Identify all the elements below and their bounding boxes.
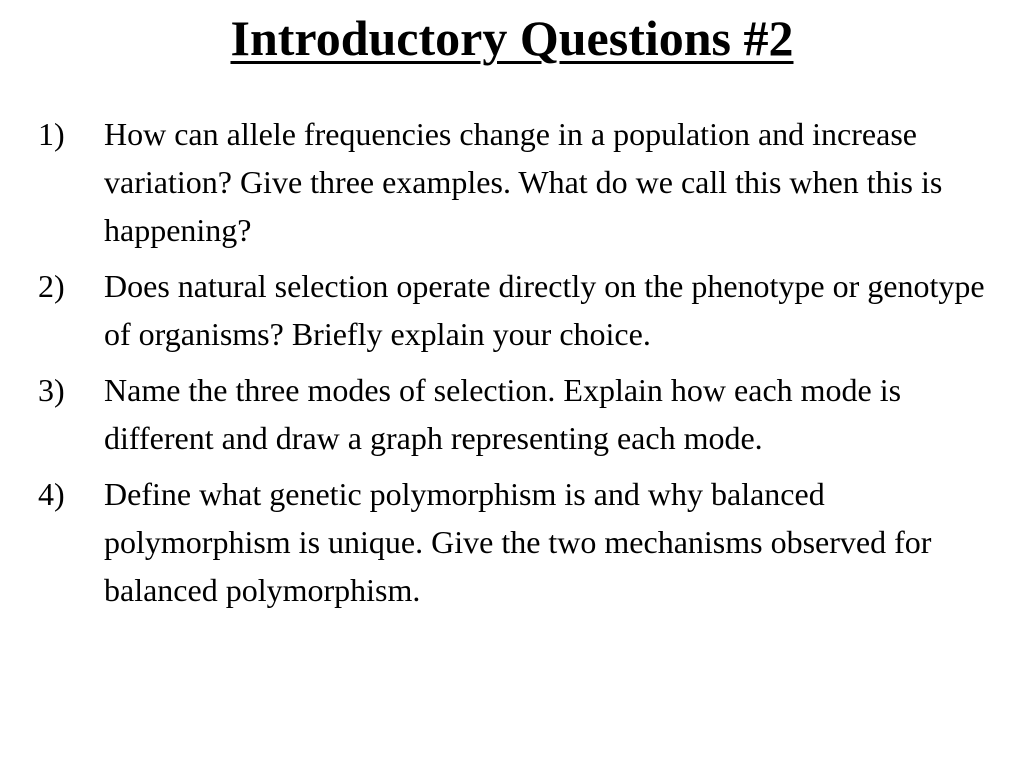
question-number: 2)	[38, 268, 65, 304]
question-item-1	[0, 110, 1024, 254]
question-text: Name the three modes of selection. Explain how each mode is different and draw a graph representing each mode.	[104, 372, 902, 456]
question-number: 1)	[38, 116, 65, 152]
question-item-2	[0, 262, 1024, 358]
question-text: Does natural selection operate directly on the phenotype or genotype of organisms? Briefly explain your choice.	[104, 268, 985, 352]
question-text: Define what genetic polymorphism is and why balanced polymorphism is unique. Give the two mechanisms observed for balanced polymorphism.	[104, 476, 932, 608]
question-number: 4)	[38, 476, 65, 512]
question-item-3	[0, 366, 1024, 462]
question-text: How can allele frequencies change in a population and increase variation? Give three examples. What do we call this when this is happening?	[104, 116, 943, 248]
question-number: 3)	[38, 372, 65, 408]
slide-title: Introductory Questions #2	[230, 10, 794, 66]
question-item-4	[0, 470, 1024, 614]
question-list	[0, 110, 1024, 622]
